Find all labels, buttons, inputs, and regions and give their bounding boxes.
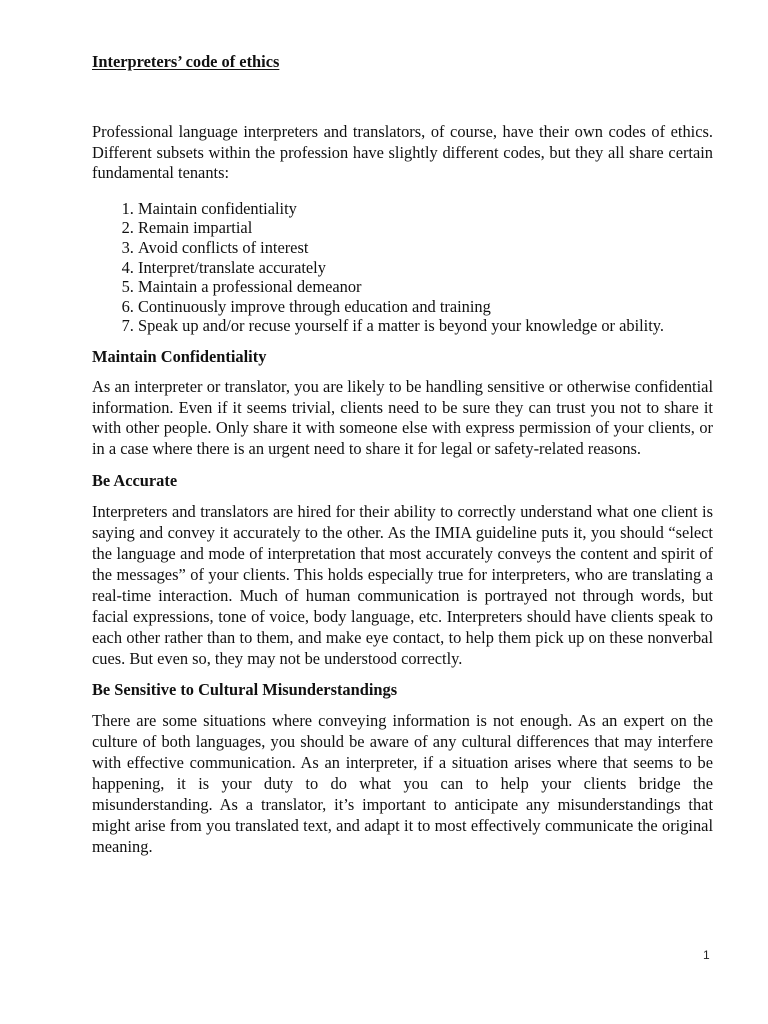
section-body-accurate: Interpreters and translators are hired for their ability to correctly understand what one client is saying and convey it accurately to the other. As the IMIA guideline puts it, you should “select the language and mode of interpretation that most accurately conveys the content and spirit of the messages” of your clients. This holds especially true for interpreters, who are translating a real-time interaction. Much of human communication is portrayed not through words, but facial expressions, tone of voice, body language, etc. Interpreters should have clients speak to each other rather than to them, and make eye contact, to help them pick up on these nonverbal cues. But even so, they may not be understood correctly.: [92, 502, 713, 669]
list-item: 2. Remain impartial: [138, 218, 713, 238]
document-body: [92, 52, 713, 857]
list-item: 3. Avoid conflicts of interest: [138, 238, 713, 258]
list-item: 5. Maintain a professional demeanor: [138, 277, 713, 297]
document-title: Interpreters’ code of ethics: [92, 52, 280, 71]
page-number: 1: [703, 948, 710, 962]
section-heading-confidentiality: Maintain Confidentiality: [92, 346, 267, 366]
section-body-cultural: There are some situations where conveying information is not enough. As an expert on the culture of both languages, you should be aware of any cultural differences that may interfere with effective communication. As an interpreter, if a situation arises where that seems to be happening, it is your duty to do what you can to help your clients bridge the misunderstanding. As a translator, it’s important to anticipate any misunderstandings that might arise from you translated text, and adapt it to most effectively communicate the original meaning.: [92, 711, 713, 857]
list-item: 1. Maintain confidentiality: [138, 199, 713, 219]
list-item: 4. Interpret/translate accurately: [138, 258, 713, 278]
ethics-list: [92, 199, 713, 336]
list-item: 7. Speak up and/or recuse yourself if a matter is beyond your knowledge or ability.: [138, 316, 713, 336]
section-body-confidentiality: As an interpreter or translator, you are likely to be handling sensitive or otherwise confidential information. Even if it seems trivial, clients need to be sure they can trust you not to share it with other people. Only share it with someone else with express permission of your clients, or in a case where there is an urgent need to share it for legal or safety-related reasons.: [92, 376, 713, 458]
list-item: 6. Continuously improve through education and training: [138, 297, 713, 317]
intro-paragraph: Professional language interpreters and translators, of course, have their own codes of ethics. Different subsets within the profession have slightly different codes, but they all share certain fundamental tenants:: [92, 122, 713, 183]
section-heading-cultural: Be Sensitive to Cultural Misunderstandings: [92, 680, 398, 700]
section-heading-accurate: Be Accurate: [92, 471, 178, 491]
